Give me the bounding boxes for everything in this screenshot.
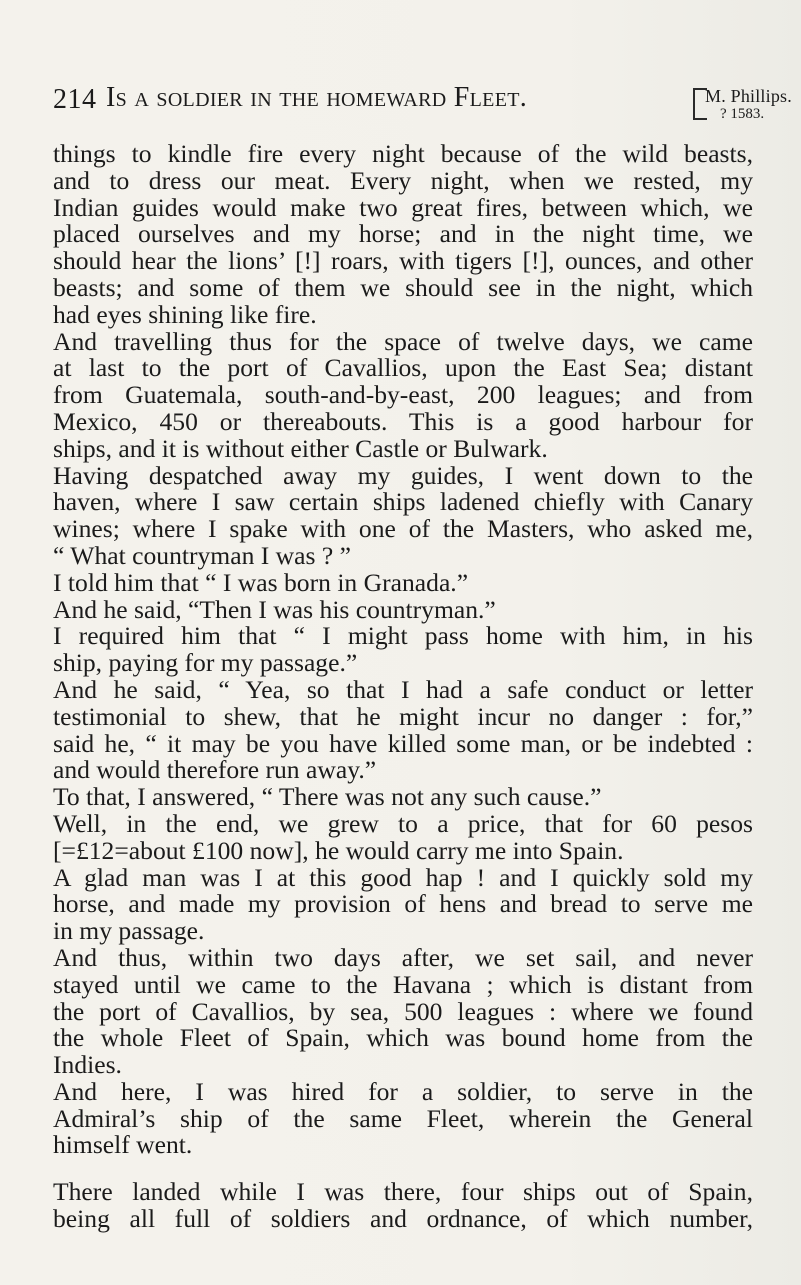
text-line: the port of Cavallios, by sea, 500 leagues : where we found xyxy=(53,996,753,1026)
text-line: ships, and it is without either Castle or Bulwark. xyxy=(53,433,548,463)
text-line: And here, I was hired for a soldier, to serve in the xyxy=(53,1076,753,1106)
text-line: Indian guides would make two great fires, between which, we xyxy=(53,192,753,222)
text-line: There landed while I was there, four ships out of Spain, xyxy=(53,1177,753,1207)
text-line: had eyes shining like fire. xyxy=(53,299,317,329)
text-line: haven, where I saw certain ships ladened chiefly with Canary xyxy=(53,487,753,517)
running-title: Is a soldier in the homeward Fleet. xyxy=(106,82,528,113)
page-header xyxy=(53,80,792,130)
margin-note-author: M. Phillips. xyxy=(705,86,792,106)
text-line: things to kindle fire every night because of the wild beasts, xyxy=(53,139,753,168)
text-line: And he said, “ Yea, so that I had a safe conduct or letter xyxy=(53,674,753,704)
text-line: at last to the port of Cavallios, upon the East Sea; distant xyxy=(53,353,753,383)
paragraph-gap xyxy=(53,1159,753,1179)
text-line: I required him that “ I might pass home with him, in his xyxy=(53,621,753,651)
text-line: himself went. xyxy=(53,1130,193,1160)
text-line: ship, paying for my passage.” xyxy=(53,648,358,678)
text-line: stayed until we came to the Havana ; which is distant from xyxy=(53,969,753,999)
text-line: being all full of soldiers and ordnance, of which number, xyxy=(53,1204,753,1234)
text-line: horse, and made my provision of hens and bread to serve me xyxy=(53,889,753,919)
text-line: I told him that “ I was born in Granada.” xyxy=(53,567,469,597)
body-text xyxy=(53,141,753,1233)
text-line: [=£12=about £100 now], he would carry me into Spain. xyxy=(53,835,624,865)
text-line: said he, “ it may be you have killed some man, or be indebted : xyxy=(53,728,753,758)
text-line: wines; where I spake with one of the Masters, who asked me, xyxy=(53,514,753,544)
margin-note-date: ? 1583. xyxy=(720,106,765,122)
text-line: from Guatemala, south-and-by-east, 200 leagues; and from xyxy=(53,380,753,410)
text-line: testimonial to shew, that he might incur no danger : for,” xyxy=(53,701,753,731)
text-line: and to dress our meat. Every night, when we rested, my xyxy=(53,165,753,195)
text-line: A glad man was I at this good hap ! and I quickly sold my xyxy=(53,862,753,892)
page-number: 214 xyxy=(53,84,97,115)
text-line: To that, I answered, “ There was not any such cause.” xyxy=(53,782,602,812)
text-line: And travelling thus for the space of twelve days, we came xyxy=(53,326,753,356)
text-line: Admiral’s ship of the same Fleet, wherein the General xyxy=(53,1103,753,1133)
text-line: Having despatched away my guides, I went down to the xyxy=(53,460,753,490)
text-line: Indies. xyxy=(53,1050,122,1080)
text-line: placed ourselves and my horse; and in the night time, we xyxy=(53,219,753,249)
text-line: the whole Fleet of Spain, which was bound home from the xyxy=(53,1023,753,1053)
text-line: Well, in the end, we grew to a price, that for 60 pesos xyxy=(53,808,753,838)
text-line: and would therefore run away.” xyxy=(53,755,377,785)
text-line: “ What countryman I was ? ” xyxy=(53,540,352,570)
text-line: should hear the lions’ [!] roars, with tigers [!], ounces, and other xyxy=(53,246,753,276)
text-line: in my passage. xyxy=(53,916,205,946)
text-line: beasts; and some of them we should see in the night, which xyxy=(53,272,753,302)
text-line: And he said, “Then I was his countryman.” xyxy=(53,594,496,624)
text-line: And thus, within two days after, we set sail, and never xyxy=(53,942,753,972)
margin-note xyxy=(693,86,792,128)
text-line: Mexico, 450 or thereabouts. This is a good harbour for xyxy=(53,406,753,436)
